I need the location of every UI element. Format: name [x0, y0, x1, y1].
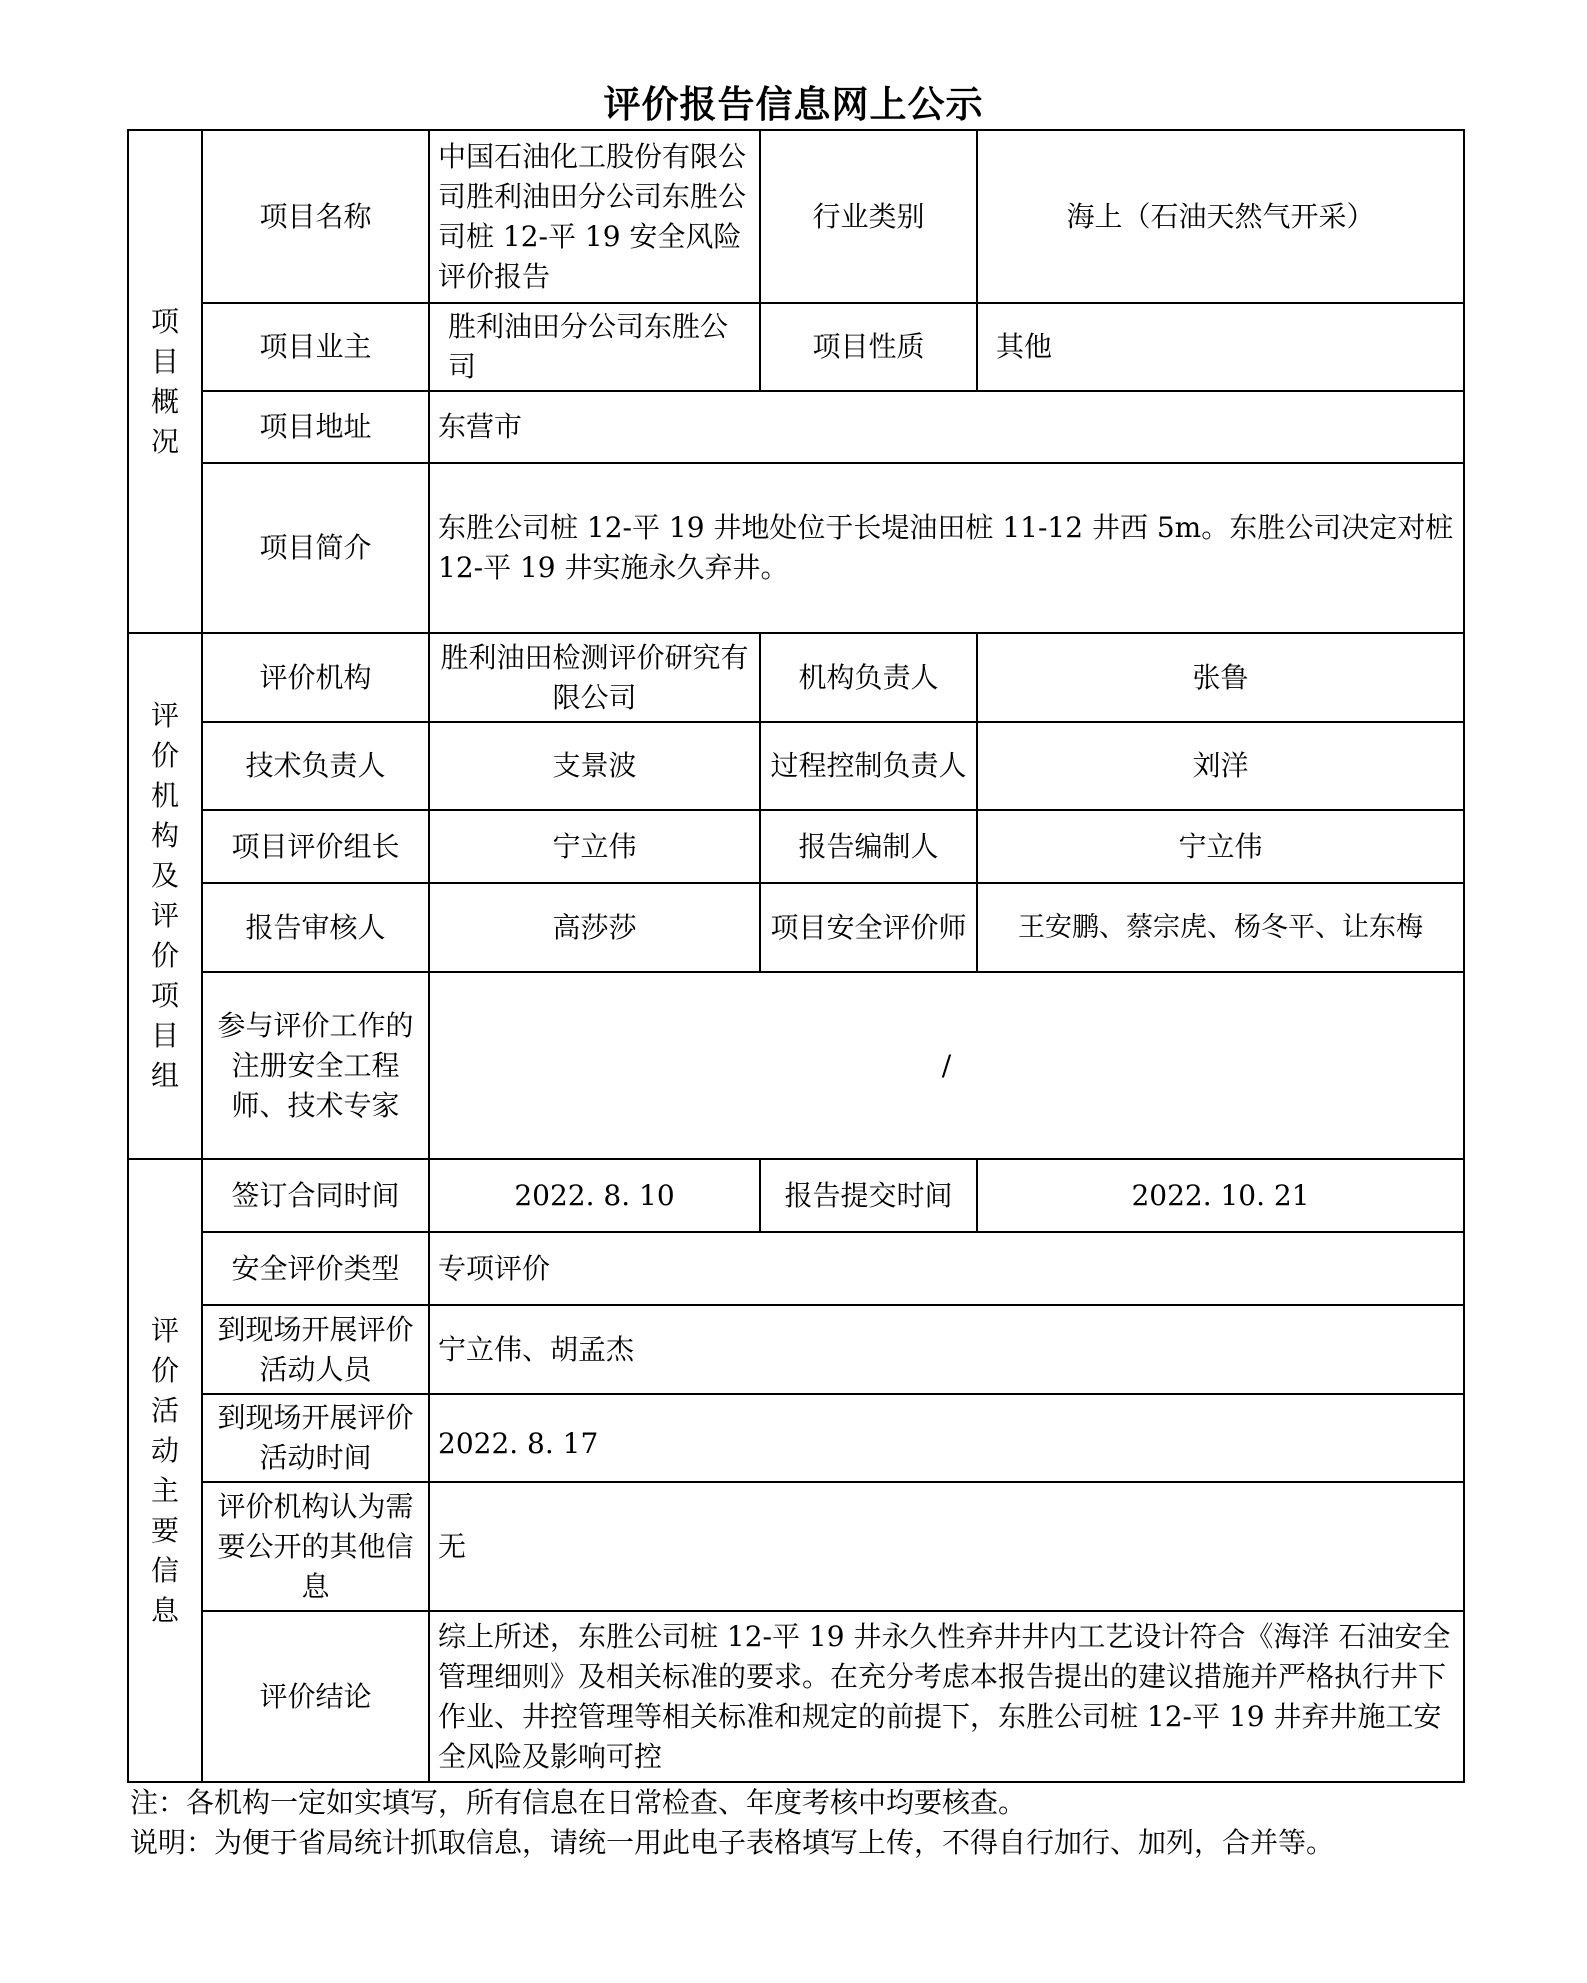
- submit-date-value: 2022. 10. 21: [977, 1159, 1464, 1232]
- report-writer-label: 报告编制人: [760, 810, 977, 883]
- project-name-label: 项目名称: [202, 130, 429, 303]
- safety-evaluator-label: 项目安全评价师: [760, 883, 977, 972]
- table-row: [128, 303, 1464, 391]
- page-title: 评价报告信息网上公示: [603, 82, 984, 126]
- table-row: [128, 1232, 1464, 1305]
- table-row: [128, 1611, 1464, 1782]
- section-label-activity: 评价活动主要信息: [128, 1159, 202, 1782]
- site-staff-label: 到现场开展评价活动人员: [202, 1305, 429, 1394]
- experts-label: 参与评价工作的注册安全工程师、技术专家: [202, 972, 429, 1159]
- site-staff-value: 宁立伟、胡孟杰: [429, 1305, 1464, 1394]
- section-label-agency: 评价机构及评价项目组: [128, 633, 202, 1159]
- submit-date-label: 报告提交时间: [760, 1159, 977, 1232]
- project-owner-value: 胜利油田分公司东胜公司: [429, 303, 760, 391]
- table-row: [128, 1159, 1464, 1232]
- table-row: [128, 1394, 1464, 1482]
- evaluation-type-label: 安全评价类型: [202, 1232, 429, 1305]
- site-time-value: 2022. 8. 17: [429, 1394, 1464, 1482]
- conclusion-value: 综上所述，东胜公司桩 12-平 19 井永久性弃井井内工艺设计符合《海洋 石油安全管理细则》及相关标准的要求。在充分考虑本报告提出的建议措施并严格执行井下作业、井控管理等相关标准和规定的前提下，东胜公司桩 12-平 19 井弃井施工安全风险及影响可控: [429, 1611, 1464, 1782]
- tech-lead-value: 支景波: [429, 722, 760, 810]
- conclusion-label: 评价结论: [202, 1611, 429, 1782]
- tech-lead-label: 技术负责人: [202, 722, 429, 810]
- section-label-overview: 项目概况: [128, 130, 202, 633]
- table-row: [128, 130, 1464, 303]
- report-reviewer-value: 高莎莎: [429, 883, 760, 972]
- process-control-value: 刘洋: [977, 722, 1464, 810]
- table-row: [128, 1482, 1464, 1611]
- table-row: [128, 633, 1464, 722]
- industry-label: 行业类别: [760, 130, 977, 303]
- explanation-line: 说明：为便于省局统计抓取信息，请统一用此电子表格填写上传，不得自行加行、加列，合并等。: [130, 1826, 1335, 1859]
- contract-date-value: 2022. 8. 10: [429, 1159, 760, 1232]
- other-info-value: 无: [429, 1482, 1464, 1611]
- table-row: [128, 1305, 1464, 1394]
- industry-value: 海上（石油天然气开采）: [977, 130, 1464, 303]
- project-nature-value: 其他: [977, 303, 1464, 391]
- project-brief-value: 东胜公司桩 12-平 19 井地处位于长堤油田桩 11-12 井西 5m。东胜公司决定对桩 12-平 19 井实施永久弃井。: [429, 463, 1464, 633]
- report-reviewer-label: 报告审核人: [202, 883, 429, 972]
- table-row: [128, 463, 1464, 633]
- evaluation-type-value: 专项评价: [429, 1232, 1464, 1305]
- process-control-label: 过程控制负责人: [760, 722, 977, 810]
- footnotes: [130, 1783, 1470, 1863]
- table-row: [128, 810, 1464, 883]
- note-line: 注：各机构一定如实填写，所有信息在日常检查、年度考核中均要核查。: [130, 1786, 1027, 1819]
- site-time-label: 到现场开展评价活动时间: [202, 1394, 429, 1482]
- agency-label: 评价机构: [202, 633, 429, 722]
- report-writer-value: 宁立伟: [977, 810, 1464, 883]
- team-leader-label: 项目评价组长: [202, 810, 429, 883]
- project-nature-label: 项目性质: [760, 303, 977, 391]
- project-name-value: 中国石油化工股份有限公司胜利油田分公司东胜公司桩 12-平 19 安全风险评价报告: [429, 130, 760, 303]
- table-row: [128, 972, 1464, 1159]
- project-brief-label: 项目简介: [202, 463, 429, 633]
- table-row: [128, 722, 1464, 810]
- disclosure-table: [127, 129, 1465, 1783]
- other-info-label: 评价机构认为需要公开的其他信息: [202, 1482, 429, 1611]
- team-leader-value: 宁立伟: [429, 810, 760, 883]
- safety-evaluator-value: 王安鹏、蔡宗虎、杨冬平、让东梅: [977, 883, 1464, 972]
- project-address-label: 项目地址: [202, 391, 429, 463]
- contract-date-label: 签订合同时间: [202, 1159, 429, 1232]
- agency-head-label: 机构负责人: [760, 633, 977, 722]
- project-address-value: 东营市: [429, 391, 1464, 463]
- agency-value: 胜利油田检测评价研究有限公司: [429, 633, 760, 722]
- experts-value: /: [429, 972, 1464, 1159]
- table-row: [128, 391, 1464, 463]
- agency-head-value: 张鲁: [977, 633, 1464, 722]
- project-owner-label: 项目业主: [202, 303, 429, 391]
- table-row: [128, 883, 1464, 972]
